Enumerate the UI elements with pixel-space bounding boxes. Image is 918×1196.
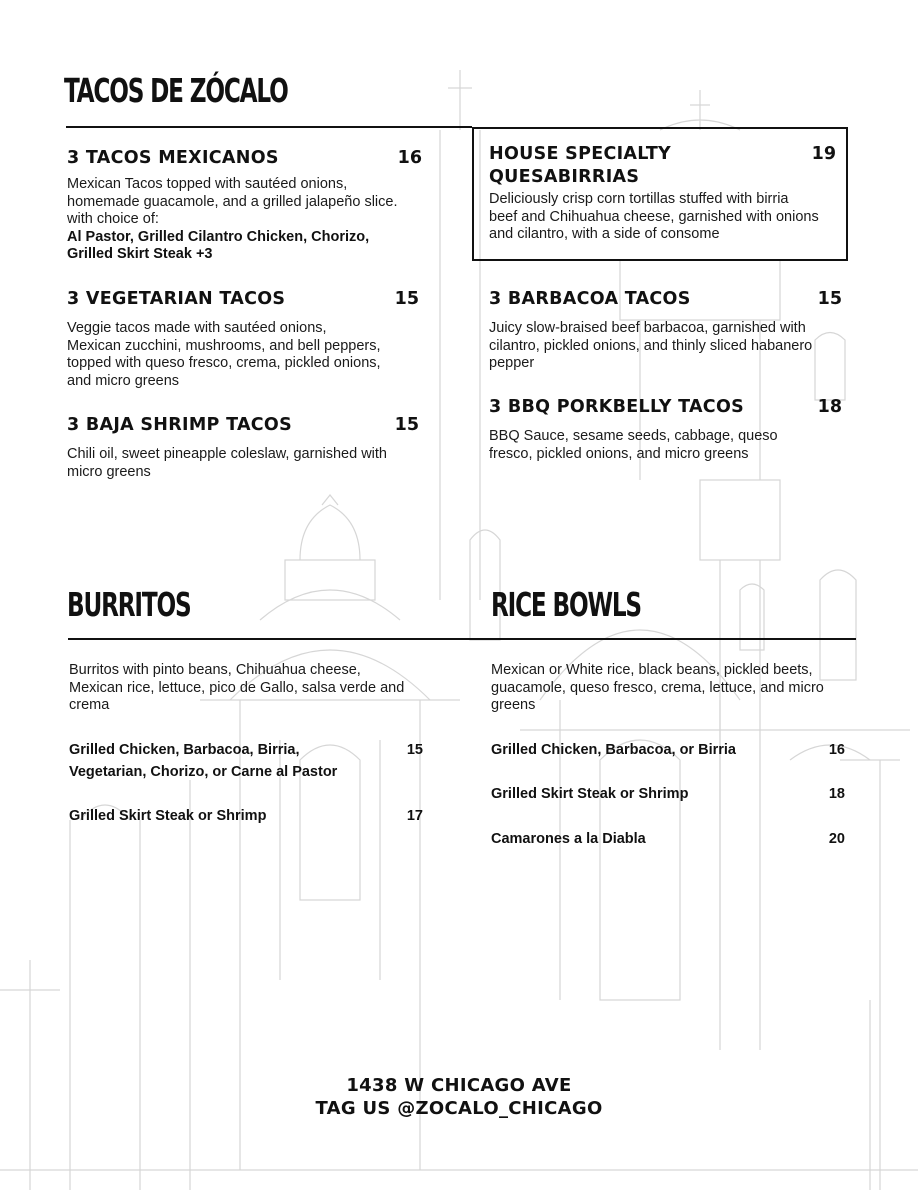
- tacos-section-title: TACOS DE ZÓCALO: [64, 71, 288, 110]
- burrito-option: [69, 805, 423, 827]
- burrito-option-name-line2: Vegetarian, Chorizo, or Carne al Pastor: [69, 763, 338, 780]
- menu-item-vegetarian-tacos: [67, 288, 419, 390]
- item-description: Juicy slow-braised beef barbacoa, garnished with cilantro, pickled onions, and thinly sliced habanero pepper: [489, 320, 813, 371]
- rice-bowls-section-title: RICE BOWLS: [491, 585, 641, 624]
- rice-bowls-section: [491, 662, 845, 850]
- tacos-section-title-wrap: [64, 71, 351, 110]
- footer-address: 1438 W CHICAGO AVE: [346, 1075, 572, 1096]
- item-price: 15: [394, 289, 419, 309]
- rice-bowl-option: [491, 828, 845, 850]
- item-name: 3 BAJA SHRIMP TACOS: [67, 415, 293, 435]
- item-description: Deliciously crisp corn tortillas stuffed with birria beef and Chihuahua cheese, garnished with onions and cilantro, with a side of consome: [489, 191, 819, 242]
- menu-item-quesabirrias: [489, 143, 838, 244]
- menu-item-barbacoa-tacos: [489, 288, 842, 373]
- burritos-rice-bowls-rule: [68, 638, 856, 640]
- item-price: 15: [394, 415, 419, 435]
- menu-item-tacos-mexicanos: [67, 147, 422, 264]
- item-description: Chili oil, sweet pineapple coleslaw, garnished with micro greens: [67, 446, 387, 480]
- tacos-title-rule: [66, 126, 472, 128]
- item-description: Veggie tacos made with sautéed onions, Mexican zucchini, mushrooms, and bell peppers, topped with queso fresco, crema, pickled onions, and micro greens: [67, 320, 381, 389]
- rice-bowls-section-title-wrap: [491, 585, 683, 624]
- item-description: BBQ Sauce, sesame seeds, cabbage, queso fresco, pickled onions, and micro greens: [489, 428, 778, 462]
- burrito-option: [69, 739, 423, 783]
- footer-social-tag: TAG US @ZOCALO_CHICAGO: [315, 1098, 603, 1119]
- item-name: 3 TACOS MEXICANOS: [67, 148, 279, 168]
- rice-bowl-option: [491, 739, 845, 761]
- burrito-option-price: 17: [406, 807, 423, 824]
- burritos-section: [69, 662, 423, 827]
- rice-bowls-description: Mexican or White rice, black beans, pickled beets, guacamole, queso fresco, crema, lettuce, and micro greens: [491, 662, 824, 713]
- rice-bowl-option: [491, 783, 845, 805]
- menu-item-baja-shrimp-tacos: [67, 414, 419, 481]
- item-name: 3 BBQ PORKBELLY TACOS: [489, 397, 745, 417]
- footer: [259, 1074, 659, 1120]
- burrito-option-name-line1: Grilled Chicken, Barbacoa, Birria,: [69, 741, 300, 758]
- item-price: 18: [817, 397, 842, 417]
- rice-bowl-option-name: Camarones a la Diabla: [491, 830, 646, 847]
- item-name: HOUSE SPECIALTY QUESABIRRIAS: [489, 144, 672, 187]
- burritos-description: Burritos with pinto beans, Chihuahua cheese, Mexican rice, lettuce, pico de Gallo, salsa verde and crema: [69, 662, 405, 713]
- rice-bowl-option-price: 16: [828, 741, 845, 758]
- item-price: 16: [397, 148, 422, 168]
- item-price: 15: [817, 289, 842, 309]
- rice-bowl-option-price: 20: [828, 830, 845, 847]
- menu-item-bbq-porkbelly-tacos: [489, 396, 842, 463]
- item-description: Mexican Tacos topped with sautéed onions, homemade guacamole, and a grilled jalapeño slice. with choice of:: [67, 176, 398, 227]
- item-name: 3 BARBACOA TACOS: [489, 289, 691, 309]
- rice-bowl-option-price: 18: [828, 785, 845, 802]
- item-options: Al Pastor, Grilled Cilantro Chicken, Chorizo, Grilled Skirt Steak +3: [67, 228, 370, 262]
- item-name: 3 VEGETARIAN TACOS: [67, 289, 286, 309]
- burrito-option-name: Grilled Skirt Steak or Shrimp: [69, 807, 267, 824]
- rice-bowl-option-name: Grilled Skirt Steak or Shrimp: [491, 785, 689, 802]
- burrito-option-price: 15: [406, 741, 423, 758]
- burritos-section-title-wrap: [67, 585, 225, 624]
- burritos-section-title: BURRITOS: [67, 585, 191, 624]
- item-price: 19: [811, 144, 836, 164]
- rice-bowl-option-name: Grilled Chicken, Barbacoa, or Birria: [491, 741, 736, 758]
